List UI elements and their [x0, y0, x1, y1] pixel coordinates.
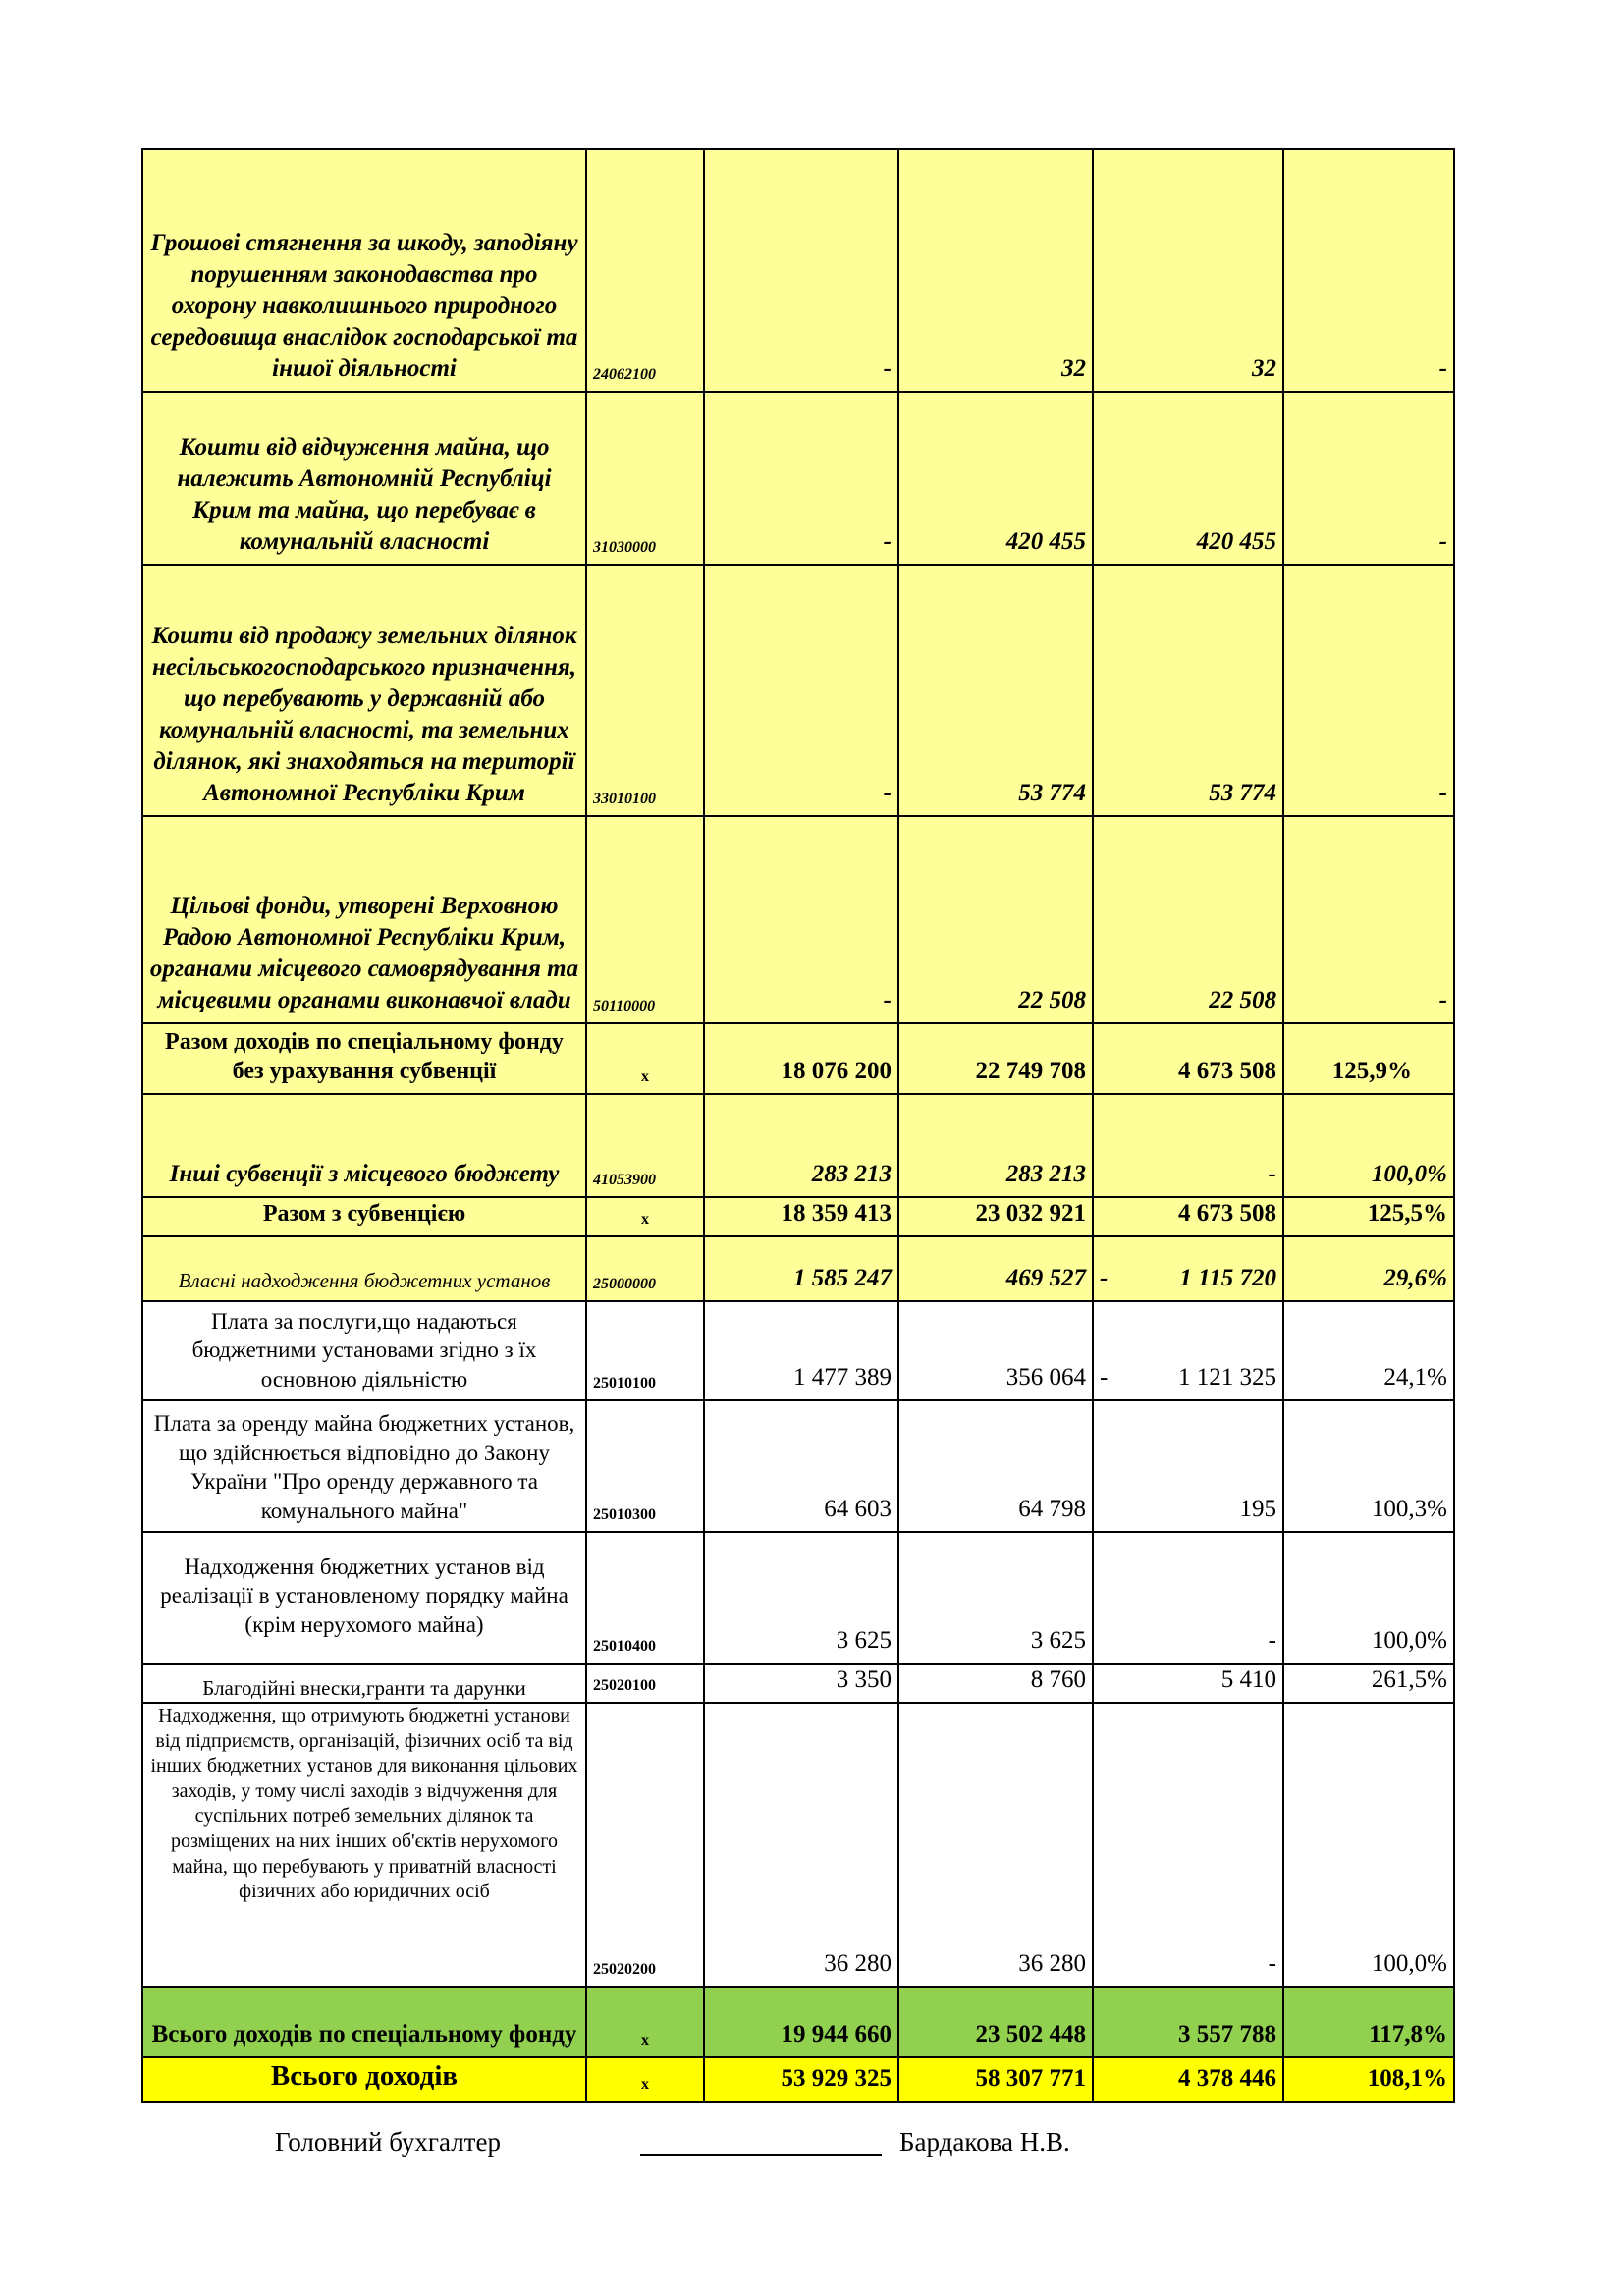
row-actual: 53 774: [898, 565, 1093, 816]
row-code: 31030000: [586, 392, 704, 565]
row-diff-sign: -: [1100, 1364, 1109, 1391]
row-actual: 64 798: [898, 1400, 1093, 1532]
row-name: Кошти від відчуження майна, що належить Автономній Республіці Крим та майна, що перебуває в комунальній власності: [142, 392, 586, 565]
row-name: Плата за оренду майна бюджетних установ, що здійснюється відповідно до Закону України "Про оренду державного та комунального майна": [142, 1400, 586, 1532]
row-diff-value: 1 121 325: [1178, 1364, 1276, 1391]
row-diff: [1093, 1236, 1283, 1301]
row-actual: 36 280: [898, 1703, 1093, 1987]
row-code: 25010400: [586, 1532, 704, 1664]
row-name: Інші субвенції з місцевого бюджету: [142, 1094, 586, 1197]
row-pct: 100,0%: [1283, 1703, 1454, 1987]
row-actual: 283 213: [898, 1094, 1093, 1197]
row-pct: -: [1283, 392, 1454, 565]
row-code: 25020200: [586, 1703, 704, 1987]
row-diff-value: 1 115 720: [1179, 1265, 1276, 1291]
row-name: Плата за послуги,що надаються бюджетними установами згідно з їх основною діяльністю: [142, 1301, 586, 1400]
row-plan: 19 944 660: [704, 1987, 898, 2057]
table-row: [142, 1094, 1454, 1197]
row-name: Кошти від продажу земельних ділянок несільськогосподарського призначення, що перебувають у державній або комунальній власності, та земельних ділянок, які знаходяться на території Автономної Республіки Крим: [142, 565, 586, 816]
row-diff-sign: -: [1100, 1265, 1109, 1291]
row-name: Всього доходів по спеціальному фонду: [142, 1987, 586, 2057]
row-pct: 261,5%: [1283, 1664, 1454, 1703]
row-diff: 22 508: [1093, 816, 1283, 1023]
table-row: [142, 1987, 1454, 2057]
table-row: [142, 1236, 1454, 1301]
table-row: [142, 149, 1454, 392]
row-code: 50110000: [586, 816, 704, 1023]
row-plan: 53 929 325: [704, 2057, 898, 2102]
row-name: Надходження, що отримують бюджетні установи від підприємств, організацій, фізичних осіб та від інших бюджетних установ для виконання цільових заходів, у тому числі заходів з відчуження для суспільних потреб земельних ділянок та розміщених на них інших об'єктів нерухомого майна, що перебувають у приватній власності фізичних або юридичних осіб: [142, 1703, 586, 1987]
row-pct: 125,5%: [1283, 1197, 1454, 1236]
row-diff: 53 774: [1093, 565, 1283, 816]
row-plan: 3 350: [704, 1664, 898, 1703]
row-diff: 5 410: [1093, 1664, 1283, 1703]
row-pct: 100,0%: [1283, 1094, 1454, 1197]
row-code: 24062100: [586, 149, 704, 392]
row-name: Надходження бюджетних установ від реалізації в установленому порядку майна (крім нерухомого майна): [142, 1532, 586, 1664]
table-row: [142, 816, 1454, 1023]
row-plan: 36 280: [704, 1703, 898, 1987]
row-plan: -: [704, 565, 898, 816]
row-pct: 100,3%: [1283, 1400, 1454, 1532]
row-actual: 22 508: [898, 816, 1093, 1023]
row-actual: 32: [898, 149, 1093, 392]
table-row: [142, 1703, 1454, 1987]
row-actual: 22 749 708: [898, 1023, 1093, 1094]
row-plan: 18 076 200: [704, 1023, 898, 1094]
row-diff: 195: [1093, 1400, 1283, 1532]
row-plan: -: [704, 392, 898, 565]
row-plan: 1 477 389: [704, 1301, 898, 1400]
table-row: [142, 1664, 1454, 1703]
row-diff: [1093, 1301, 1283, 1400]
row-actual: 58 307 771: [898, 2057, 1093, 2102]
table-row: [142, 392, 1454, 565]
row-pct: -: [1283, 565, 1454, 816]
row-code: 25000000: [586, 1236, 704, 1301]
signature-line: [640, 2154, 882, 2156]
row-plan: 283 213: [704, 1094, 898, 1197]
row-pct: 108,1%: [1283, 2057, 1454, 2102]
row-pct: 125,9%: [1283, 1023, 1454, 1094]
row-diff: 4 673 508: [1093, 1023, 1283, 1094]
row-pct: 100,0%: [1283, 1532, 1454, 1664]
table-row: [142, 1400, 1454, 1532]
row-name: Грошові стягнення за шкоду, заподіяну порушенням законодавства про охорону навколишнього природного середовища внаслідок господарської та іншої діяльності: [142, 149, 586, 392]
row-actual: 23 502 448: [898, 1987, 1093, 2057]
row-diff: 32: [1093, 149, 1283, 392]
row-actual: 8 760: [898, 1664, 1093, 1703]
row-plan: 64 603: [704, 1400, 898, 1532]
row-pct: 24,1%: [1283, 1301, 1454, 1400]
row-name: Благодійні внески,гранти та дарунки: [142, 1664, 586, 1703]
row-plan: 3 625: [704, 1532, 898, 1664]
row-name: Разом з субвенцією: [142, 1197, 586, 1236]
row-actual: 420 455: [898, 392, 1093, 565]
table-row: [142, 1532, 1454, 1664]
row-pct: 29,6%: [1283, 1236, 1454, 1301]
row-code: 33010100: [586, 565, 704, 816]
row-name: Цільові фонди, утворені Верховною Радою Автономної Республіки Крим, органами місцевого самоврядування та місцевими органами виконавчої влади: [142, 816, 586, 1023]
row-code: х: [586, 2057, 704, 2102]
row-diff: 4 378 446: [1093, 2057, 1283, 2102]
row-code: х: [586, 1197, 704, 1236]
row-code: 25020100: [586, 1664, 704, 1703]
row-code: 25010100: [586, 1301, 704, 1400]
row-plan: -: [704, 149, 898, 392]
row-pct: 117,8%: [1283, 1987, 1454, 2057]
table-row: [142, 565, 1454, 816]
row-pct: -: [1283, 816, 1454, 1023]
row-code: 41053900: [586, 1094, 704, 1197]
row-diff: 4 673 508: [1093, 1197, 1283, 1236]
row-diff: 420 455: [1093, 392, 1283, 565]
row-plan: -: [704, 816, 898, 1023]
row-diff: 3 557 788: [1093, 1987, 1283, 2057]
row-plan: 18 359 413: [704, 1197, 898, 1236]
table-row: [142, 1023, 1454, 1094]
row-code: х: [586, 1023, 704, 1094]
table-row: [142, 1197, 1454, 1236]
table-row: [142, 2057, 1454, 2102]
table-row: [142, 1301, 1454, 1400]
revenue-table: [141, 148, 1455, 2103]
row-diff: -: [1093, 1703, 1283, 1987]
row-actual: 23 032 921: [898, 1197, 1093, 1236]
row-name: Всього доходів: [142, 2057, 586, 2102]
signature-person: Бардакова Н.В.: [899, 2127, 1070, 2157]
signature-role: Головний бухгалтер: [275, 2127, 501, 2157]
row-name: Разом доходів по спеціальному фонду без урахування субвенції: [142, 1023, 586, 1094]
row-plan: 1 585 247: [704, 1236, 898, 1301]
row-diff: -: [1093, 1094, 1283, 1197]
row-actual: 3 625: [898, 1532, 1093, 1664]
row-name: Власні надходження бюджетних установ: [142, 1236, 586, 1301]
row-actual: 469 527: [898, 1236, 1093, 1301]
row-actual: 356 064: [898, 1301, 1093, 1400]
row-code: х: [586, 1987, 704, 2057]
row-diff: -: [1093, 1532, 1283, 1664]
row-code: 25010300: [586, 1400, 704, 1532]
row-pct: -: [1283, 149, 1454, 392]
